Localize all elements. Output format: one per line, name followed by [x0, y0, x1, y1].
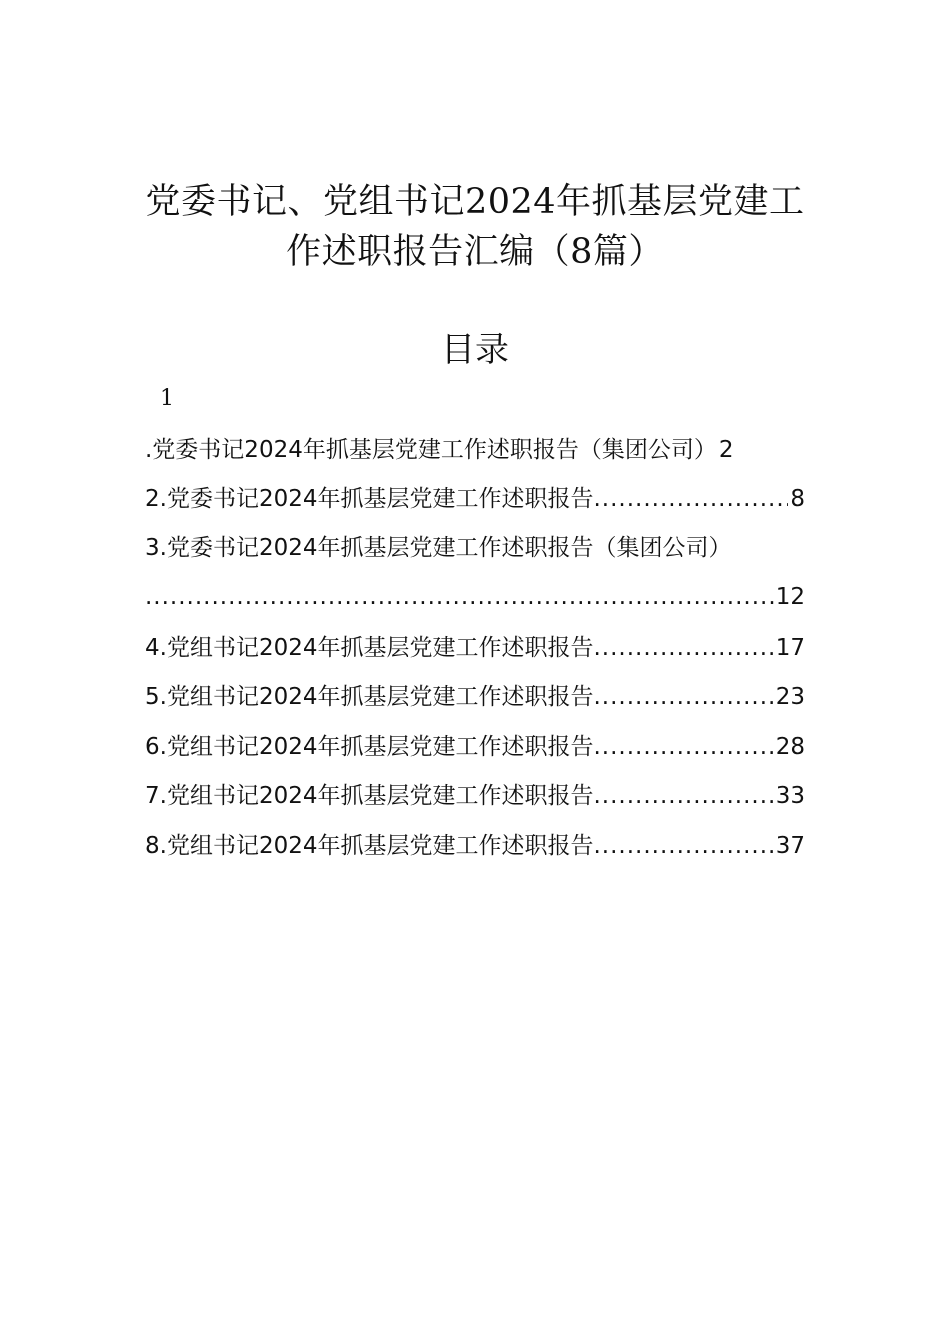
toc-leader: [593, 679, 773, 715]
toc-heading: 目录: [441, 330, 509, 370]
toc-entry-page: 17: [775, 635, 805, 661]
toc-leader: [145, 579, 774, 615]
toc-entry-text: 5.党组书记2024年抓基层党建工作述职报告: [145, 684, 594, 710]
toc-entry-text: 6.党组书记2024年抓基层党建工作述职报告: [145, 734, 594, 760]
toc-leader: [593, 481, 788, 517]
toc-entry-text: 2.党委书记2024年抓基层党建工作述职报告: [145, 486, 594, 512]
toc-entry[interactable]: [145, 481, 805, 517]
toc-entry-text: 4.党组书记2024年抓基层党建工作述职报告: [145, 635, 594, 661]
toc-leader: [593, 630, 773, 666]
toc-entry-text: 8.党组书记2024年抓基层党建工作述职报告: [145, 833, 594, 859]
toc-entry[interactable]: [145, 630, 805, 666]
toc-entry[interactable]: [145, 729, 805, 765]
toc-entry-page: 2: [718, 437, 734, 463]
toc-entry-page: 33: [775, 783, 805, 809]
toc-entry-page: 28: [775, 734, 805, 760]
toc-entry-page: 23: [775, 684, 805, 710]
toc-entry[interactable]: [145, 679, 805, 715]
toc-entry[interactable]: [145, 778, 805, 814]
toc-leader: [593, 729, 773, 765]
toc-leader: [593, 828, 773, 864]
toc-entry-page: 37: [775, 833, 805, 859]
toc-entry[interactable]: [145, 530, 805, 566]
toc-entry-page: 12: [775, 584, 805, 610]
toc-entry[interactable]: [145, 432, 805, 468]
toc-entry[interactable]: [145, 828, 805, 864]
toc-entry-continuation[interactable]: [145, 579, 805, 615]
toc-entry-text: 3.党委书记2024年抓基层党建工作述职报告（集团公司）: [145, 535, 732, 561]
toc-entry-page: 8: [790, 486, 805, 512]
toc-entry-text: .党委书记2024年抓基层党建工作述职报告（集团公司）: [145, 437, 717, 463]
document-title-line-1: 党委书记、党组书记2024年抓基层党建工: [145, 182, 805, 222]
toc-first-number: 1: [160, 386, 174, 411]
toc-entry-text: 7.党组书记2024年抓基层党建工作述职报告: [145, 783, 594, 809]
toc-leader: [593, 778, 773, 814]
document-title-line-2: 作述职报告汇编（8篇）: [286, 232, 664, 272]
